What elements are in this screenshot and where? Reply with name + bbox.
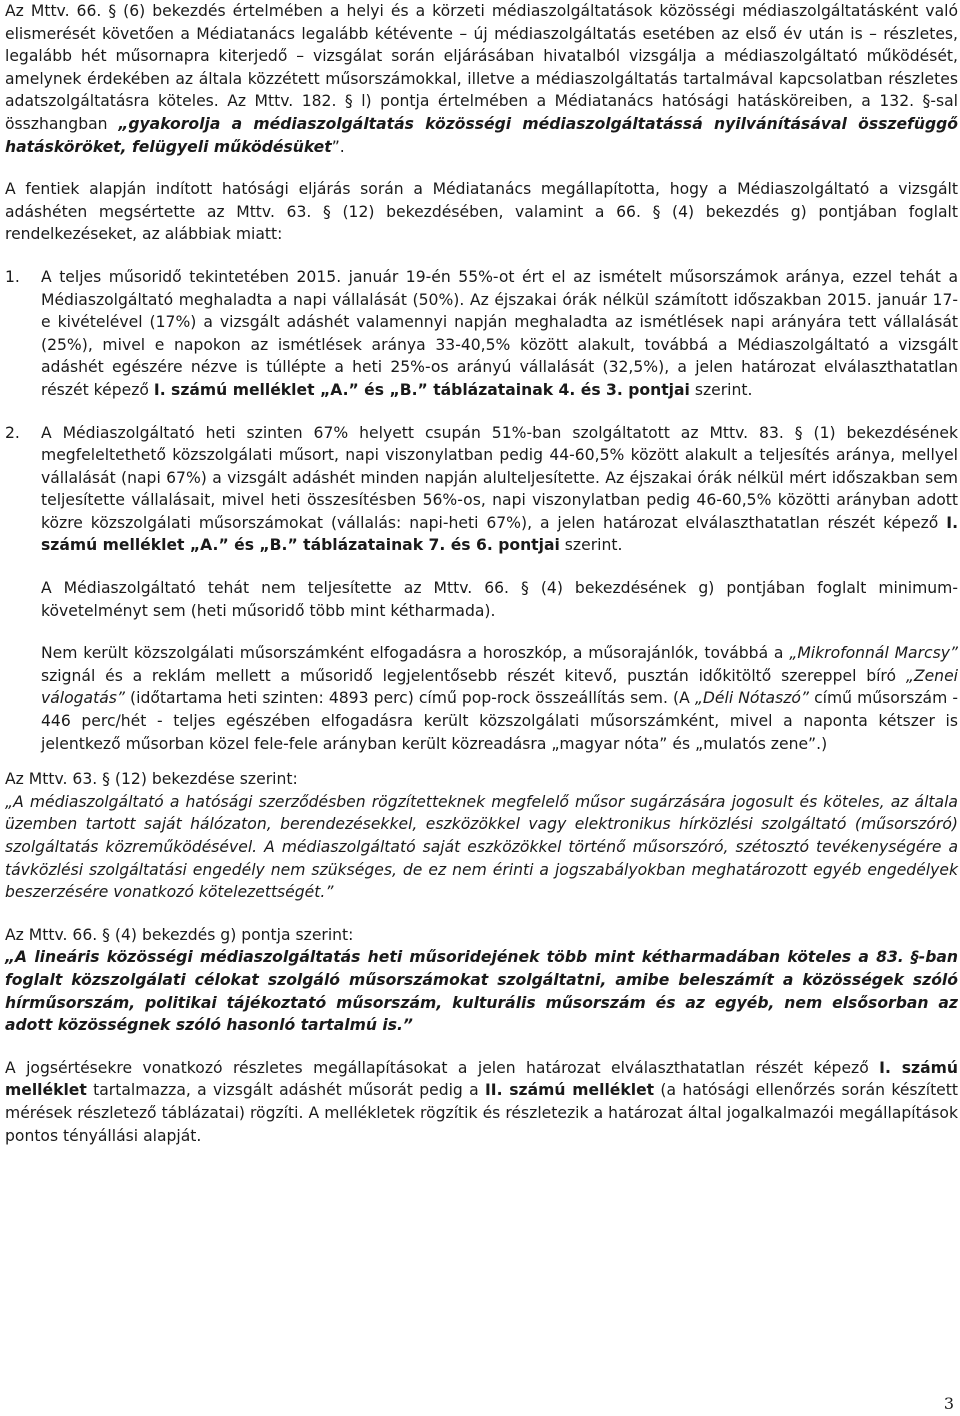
note-text-a: Nem került közszolgálati műsorszámként elfogadásra a horoszkóp, a műsorajánlók, továbbá a — [41, 644, 790, 663]
note-program-marcsy: „Mikrofonnál Marcsy” — [789, 644, 959, 663]
paragraph-findings: A fentiek alapján indított hatósági eljárás során a Médiatanács megállapította, hogy a Médiaszolgáltató a vizsgált adáshéten megsértette az Mttv. 63. § (12) bekezdésében, valamint a 66. § (4) bekezdés g) pontjában foglalt rendelkezéseket, az alábbiak miatt: — [5, 180, 958, 244]
closing-text-e: (a hatósági ellenőrzés során készített mérések részletező táblázatai) rögzíti. A mellékletek rögzítik és részletezik a határozat által jogalkalmazói megállapítások pontos tényállási alapját. — [5, 1081, 959, 1145]
note-text-c: szignál és a reklám mellett a műsoridő legjelentősebb részét kitevő, pusztán időkitöltő szereppel bíró — [41, 666, 906, 685]
page-number: 3 — [943, 1394, 954, 1413]
list-item-2-number: 2. — [5, 423, 20, 442]
note-text-e: (időtartama heti szinten: 4893 perc) című pop-rock összeállítás sem. (A — [124, 689, 695, 708]
list-item-2-annex-ref: I. számú melléklet „A.” és „B.” táblázatainak 7. és 6. pontjai — [41, 513, 958, 555]
note-program-zenei: „Zenei válogatás” — [41, 666, 958, 708]
list-item-2-note — [5, 642, 958, 755]
closing-annex-2: II. számú melléklet — [484, 1081, 655, 1100]
quote-1-text: „A médiaszolgáltató a hatósági szerződésben rögzítetteknek megfelelő műsor sugárzására jogosult és köteles, az általa üzemben tartott saját hálózaton, berendezésekkel, eszközökkel vagy elektronikus hírközlési szolgáltató (műsorszóró) szolgáltatás közreműködésével. A médiaszolgáltató saját eszközökkel történő műsorszóró, szétosztó tevékenységére a távközlési szolgáltatási engedély nem szükséges, de ez nem érinti a jogszabályokban meghatározott egyéb engedélyek beszerzésére vonatkozó kötelezettségét.” — [5, 792, 958, 902]
list-item-1-text: A teljes műsoridő tekintetében 2015. január 19-én 55%-ot ért el az ismételt műsorszámok aránya, ezzel tehát a Médiaszolgáltató meghaladta a napi vállalását (50%). Az éjszakai órák nélkül számított időszakban 2015. január 17-e kivételével (17%) a vizsgált adáshét valamennyi napján meghaladta az ismétlések napi arányára tett vállalását (25%), mivel e napokon az ismétlések aránya 33-40,5% között alakult, továbbá a Médiaszolgáltató a vizsgált adáshét egészére nézve is túllépte a heti 25%-os arányú vállalását (32,5%), a jelen határozat elválaszthatatlan részét képező — [41, 267, 958, 399]
list-item-2 — [5, 422, 958, 558]
paragraph-intro — [5, 0, 958, 158]
list-item-2-text: A Médiaszolgáltató heti szinten 67% helyett csupán 51%-ban szolgáltatott az Mttv. 83. § (1) bekezdésének megfeleltethető közszolgálati műsort, napi viszonylatban pedig 44-60,5% között alakult a teljesítés aránya, mellyel vállalását (napi 67%) a vizsgált adáshét minden napján alulteljesítette. Az éjszakai órák nélkül mért időszakban sem teljesítette vállalásait, mivel heti összesítésben 56%-os, napi viszonylatban pedig 46-60,5% közötti arányban adott közre közszolgálati műsorszámokat (vállalás: napi-heti 67%), a jelen határozat elválaszthatatlan részét képező — [41, 423, 958, 532]
quote-2-text: „A lineáris közösségi médiaszolgáltatás heti műsoridejének több mint kétharmadában köteles a 83. §-ban foglalt közszolgálati célokat szolgáló műsorszámokat szolgáltatni, amibe beleszámít a közösségek szóló hírműsorszám, politikai tájékoztató műsorszám, kulturális műsorszám és az egyéb, nem elsősorban az adott közösségnek szóló hasonló tartalmú is.” — [5, 948, 958, 1035]
closing-text-a: A jogsértésekre vonatkozó részletes megállapításokat a jelen határozat elválaszthatatlan részét képező — [5, 1058, 880, 1077]
quote-1-intro: Az Mttv. 63. § (12) bekezdése szerint: — [5, 770, 298, 789]
document-page — [5, 0, 958, 1147]
note-text-g: című műsorszám - 446 perc/hét - teljes egészében elfogadásra került közszolgálati műsorszámként, mivel a naponta kétszer is jelentkező műsorban közel fele-fele arányban került közreadásra „magyar nóta” és „mulatós zene”.) — [41, 689, 958, 753]
list-item-1 — [5, 266, 958, 402]
list-item-1-number: 1. — [5, 267, 20, 286]
paragraph-intro-text: Az Mttv. 66. § (6) bekezdés értelmében a helyi és a körzeti médiaszolgáltatások közösségi médiaszolgáltatásként való elismerését követően a Médiatanács legalább kétévente – új médiaszolgáltatás esetében az első év után is – részletes, legalább hét műsornapra kiterjedő – vizsgálat során eljárásában hivatalból vizsgálja a médiaszolgáltató működését, amelynek érdekében az általa közzétett műsorszámokkal, illetve a médiaszolgáltatás tartalmával kapcsolatban részletes adatszolgáltatásra köteles. Az Mttv. 182. § l) pontja értelmében a Médiatanács hatósági hatásköreiben, a 132. §-sal összhangban — [5, 2, 958, 133]
quote-2-intro: Az Mttv. 66. § (4) bekezdés g) pontja szerint: — [5, 925, 354, 944]
list-item-1-annex-ref: I. számú melléklet „A.” és „B.” táblázatainak 4. és 3. pontjai — [153, 380, 690, 399]
closing-annex-1: I. számú melléklet — [5, 1058, 958, 1100]
list-item-1-end: szerint. — [689, 380, 753, 399]
note-program-deli: „Déli Nótaszó” — [694, 689, 810, 708]
paragraph-intro-quote: „gyakorolja a médiaszolgáltatás közösségi médiaszolgáltatássá nyilvánításával összefüggő hatásköröket, felügyeli működésüket — [5, 114, 958, 156]
paragraph-closing — [5, 1057, 958, 1147]
list-item-2-end: szerint. — [559, 536, 623, 555]
closing-text-c: tartalmazza, a vizsgált adáshét műsorát pedig a — [86, 1081, 485, 1100]
paragraph-intro-end: ”. — [331, 137, 345, 156]
list-item-2-followup: A Médiaszolgáltató tehát nem teljesítette az Mttv. 66. § (4) bekezdésének g) pontjában foglalt minimum-követelményt sem (heti műsoridő több mint kétharmada). — [41, 579, 958, 620]
